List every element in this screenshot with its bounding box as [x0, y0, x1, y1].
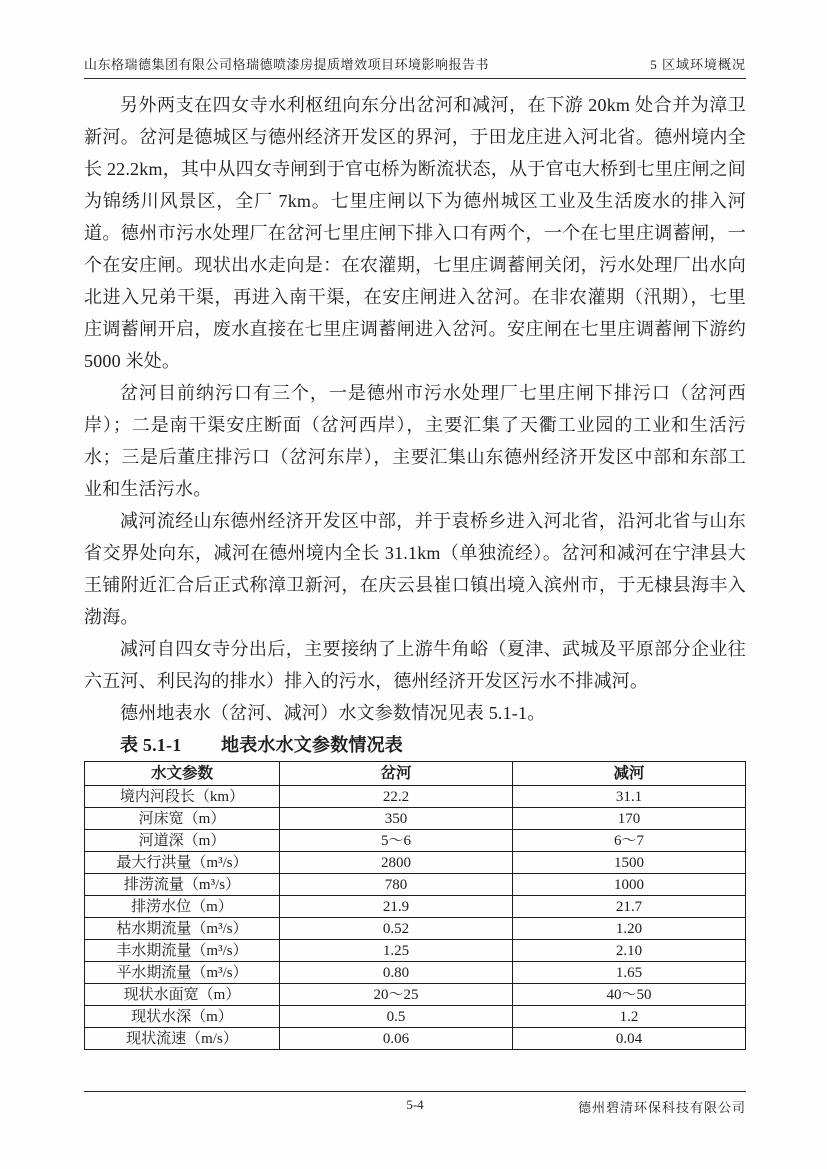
- table-row: [85, 896, 746, 918]
- paragraph: 减河自四女寺分出后，主要接纳了上游牛角峪（夏津、武城及平原部分企业往六五河、利民沟的排水）排入的污水，德州经济开发区污水不排减河。: [84, 639, 746, 691]
- value-cell: 780: [279, 874, 512, 896]
- value-cell: 22.2: [279, 786, 512, 808]
- column-header-jianhe: 减河: [512, 762, 745, 786]
- page-header: [84, 54, 746, 79]
- table-header-row: [85, 762, 746, 786]
- value-cell: 2800: [279, 852, 512, 874]
- value-cell: 170: [512, 808, 745, 830]
- table-row: [85, 786, 746, 808]
- parameter-cell: 排涝水位（m）: [85, 896, 280, 918]
- value-cell: 1.20: [512, 918, 745, 940]
- value-cell: 5～6: [279, 830, 512, 852]
- parameter-cell: 丰水期流量（m³/s）: [85, 940, 280, 962]
- table-row: [85, 1006, 746, 1028]
- table-row: [85, 830, 746, 852]
- column-header-parameter: 水文参数: [85, 762, 280, 786]
- table-row: [85, 808, 746, 830]
- value-cell: 31.1: [512, 786, 745, 808]
- header-report-title: 山东格瑞德集团有限公司格瑞德喷漆房提质增效项目环境影响报告书: [84, 57, 490, 72]
- value-cell: 0.5: [279, 1006, 512, 1028]
- column-header-chahe: 岔河: [279, 762, 512, 786]
- paragraph: 另外两支在四女寺水利枢纽向东分出岔河和减河，在下游 20km 处合并为漳卫新河。岔河是德城区与德州经济开发区的界河，于田龙庄进入河北省。德州境内全长 22.2km，其中从四女寺闸到于官屯桥为断流状态，从于官屯大桥到七里庄闸之间为锦绣川风景区，全厂 7km。七里庄闸以下为德州城区工业及生活废水的排入河道。德州市污水处理厂在岔河七里庄闸下排入口有两个，一个在七里庄调蓄闸，一个在安庄闸。现状出水走向是：在农灌期，七里庄调蓄闸关闭，污水处理厂出水向北进入兄弟干渠，再进入南干渠，在安庄闸进入岔河。在非农灌期（汛期），七里庄调蓄闸开启，废水直接在七里庄调蓄闸进入岔河。安庄闸在七里庄调蓄闸下游约 5000 米处。: [84, 95, 746, 371]
- value-cell: 21.9: [279, 896, 512, 918]
- table-caption: [84, 729, 746, 761]
- value-cell: 1000: [512, 874, 745, 896]
- page-number: 5-4: [406, 1097, 424, 1112]
- value-cell: 0.80: [279, 962, 512, 984]
- parameter-cell: 河道深（m）: [85, 830, 280, 852]
- hydro-parameters-table: [84, 761, 746, 1050]
- value-cell: 1.2: [512, 1006, 745, 1028]
- table-row: [85, 1028, 746, 1050]
- table-row: [85, 874, 746, 896]
- value-cell: 350: [279, 808, 512, 830]
- value-cell: 40～50: [512, 984, 745, 1006]
- parameter-cell: 平水期流量（m³/s）: [85, 962, 280, 984]
- paragraph: 岔河目前纳污口有三个，一是德州市污水处理厂七里庄闸下排污口（岔河西岸）；二是南干渠安庄断面（岔河西岸），主要汇集了天衢工业园的工业和生活污水；三是后董庄排污口（岔河东岸），主要汇集山东德州经济开发区中部和东部工业和生活污水。: [84, 383, 746, 499]
- table-body: [85, 786, 746, 1050]
- value-cell: 20～25: [279, 984, 512, 1006]
- value-cell: 0.06: [279, 1028, 512, 1050]
- document-body: [84, 89, 746, 1050]
- table-row: [85, 852, 746, 874]
- value-cell: 1.25: [279, 940, 512, 962]
- value-cell: 0.04: [512, 1028, 745, 1050]
- value-cell: 2.10: [512, 940, 745, 962]
- page-footer: [84, 1091, 746, 1117]
- table-caption-title: 地表水水文参数情况表: [221, 735, 403, 755]
- parameter-cell: 现状水深（m）: [85, 1006, 280, 1028]
- paragraph: 德州地表水（岔河、减河）水文参数情况见表 5.1-1。: [120, 703, 546, 723]
- parameter-cell: 现状水面宽（m）: [85, 984, 280, 1006]
- parameter-cell: 排涝流量（m³/s）: [85, 874, 280, 896]
- table-row: [85, 984, 746, 1006]
- footer-company-name: 德州碧清环保科技有限公司: [577, 1100, 746, 1115]
- table-row: [85, 940, 746, 962]
- value-cell: 6～7: [512, 830, 745, 852]
- value-cell: 21.7: [512, 896, 745, 918]
- header-chapter-label: 5 区域环境概况: [650, 57, 746, 72]
- parameter-cell: 最大行洪量（m³/s）: [85, 852, 280, 874]
- parameter-cell: 枯水期流量（m³/s）: [85, 918, 280, 940]
- parameter-cell: 河床宽（m）: [85, 808, 280, 830]
- parameter-cell: 现状流速（m/s）: [85, 1028, 280, 1050]
- value-cell: 0.52: [279, 918, 512, 940]
- table-row: [85, 962, 746, 984]
- value-cell: 1.65: [512, 962, 745, 984]
- table-row: [85, 918, 746, 940]
- paragraph: 减河流经山东德州经济开发区中部，并于袁桥乡进入河北省，沿河北省与山东省交界处向东，减河在德州境内全长 31.1km（单独流经）。岔河和减河在宁津县大王铺附近汇合后正式称漳卫新河，在庆云县崔口镇出境入滨州市，于无棣县海丰入渤海。: [84, 511, 746, 627]
- parameter-cell: 境内河段长（km）: [85, 786, 280, 808]
- table-caption-label: 表 5.1-1: [120, 735, 182, 755]
- value-cell: 1500: [512, 852, 745, 874]
